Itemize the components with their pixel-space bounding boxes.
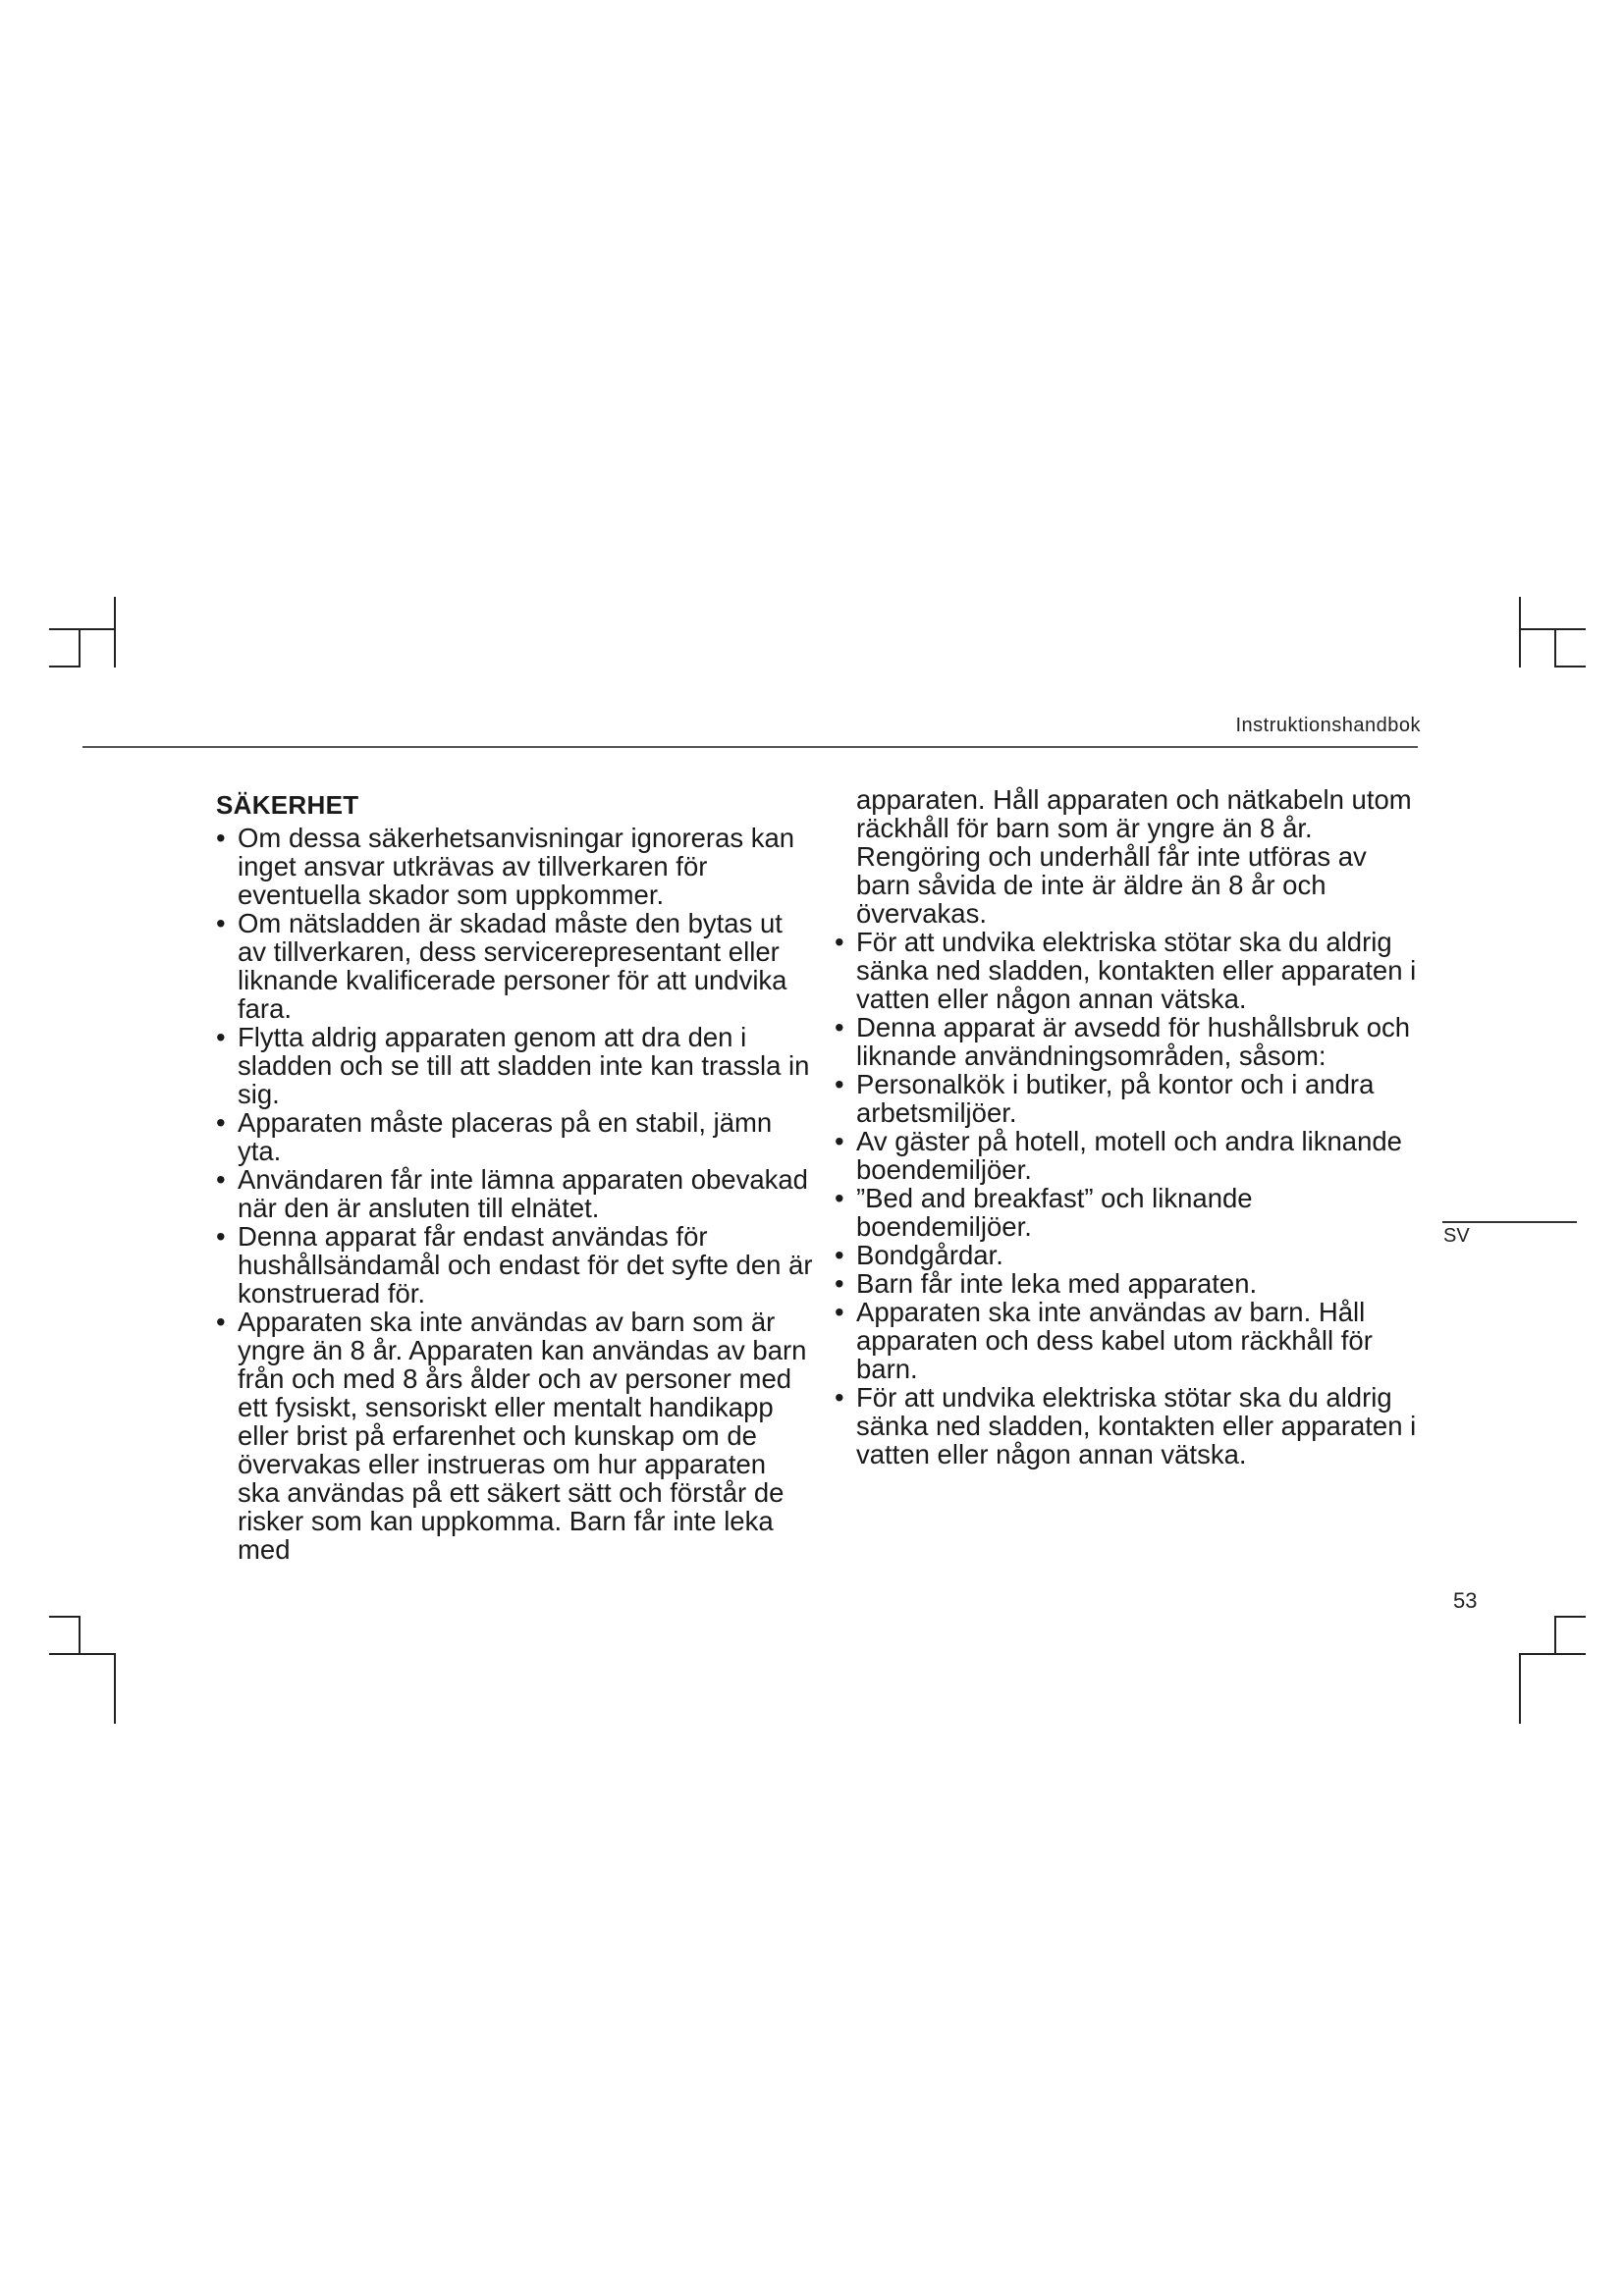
- left-column: [214, 785, 813, 1564]
- crop-mark: [1519, 1653, 1521, 1724]
- crop-mark: [79, 628, 81, 667]
- list-item: • Av gäster på hotell, motell och andra liknande boendemiljöer.: [833, 1127, 1422, 1184]
- list-item: • Personalkök i butiker, på kontor och i andra arbetsmiljöer.: [833, 1070, 1422, 1127]
- list-item: • Apparaten ska inte användas av barn som är yngre än 8 år. Apparaten kan användas av barn från och med 8 års ålder och av personer med ett fysiskt, sensoriskt eller mentalt handikapp eller brist på erfarenhet och kunskap om de övervakas eller instrueras om hur apparaten ska användas på ett säkert sätt och förstår de risker som kan uppkomma. Barn får inte leka med: [214, 1308, 813, 1564]
- crop-mark: [114, 1653, 116, 1724]
- list-item: • Denna apparat får endast användas för hushållsändamål och endast för det syfte den är konstruerad för.: [214, 1222, 813, 1308]
- list-item: • Om dessa säkerhetsanvisningar ignoreras kan inget ansvar utkrävas av tillverkaren för eventuella skador som uppkommer.: [214, 824, 813, 909]
- list-item: • För att undvika elektriska stötar ska du aldrig sänka ned sladden, kontakten eller apparaten i vatten eller någon annan vätska.: [833, 1383, 1422, 1468]
- list-item: • ”Bed and breakfast” och liknande boendemiljöer.: [833, 1184, 1422, 1241]
- list-item: • Om nätsladden är skadad måste den bytas ut av tillverkaren, dess servicerepresentant eller liknande kvalificerade personer för att undvika fara.: [214, 909, 813, 1023]
- crop-mark: [49, 1653, 116, 1655]
- crop-mark: [49, 666, 81, 667]
- list-item: • Apparaten ska inte användas av barn. Håll apparaten och dess kabel utom räckhåll för barn.: [833, 1298, 1422, 1383]
- right-column: [833, 785, 1422, 1468]
- list-item: • Flytta aldrig apparaten genom att dra den i sladden och se till att sladden inte kan trassla in sig.: [214, 1023, 813, 1108]
- running-header: Instruktionshandbok: [1235, 715, 1421, 736]
- crop-mark: [1554, 1616, 1556, 1655]
- list-item: • Användaren får inte lämna apparaten obevakad när den är ansluten till elnätet.: [214, 1165, 813, 1222]
- list-item: • Denna apparat är avsedd för hushållsbruk och liknande användningsområden, såsom:: [833, 1013, 1422, 1070]
- continued-text: apparaten. Håll apparaten och nätkabeln utom räckhåll för barn som är yngre än 8 år. Rengöring och underhåll får inte utföras av barn såvida de inte är äldre än 8 år och övervakas.: [856, 784, 1412, 929]
- language-tab-rule: [1442, 1221, 1577, 1223]
- crop-mark: [1554, 666, 1586, 667]
- list-item: • Bondgårdar.: [833, 1241, 1422, 1269]
- crop-mark: [114, 597, 116, 667]
- list-item: • Apparaten måste placeras på en stabil, jämn yta.: [214, 1108, 813, 1165]
- crop-mark: [1519, 628, 1586, 630]
- crop-mark: [1519, 597, 1521, 667]
- list-item: • Barn får inte leka med apparaten.: [833, 1269, 1422, 1298]
- page-number: 53: [1453, 1588, 1478, 1613]
- crop-mark: [1554, 1616, 1586, 1618]
- list-item: • För att undvika elektriska stötar ska du aldrig sänka ned sladden, kontakten eller apparaten i vatten eller någon annan vätska.: [833, 928, 1422, 1013]
- crop-mark: [49, 1616, 81, 1618]
- crop-mark: [1554, 628, 1556, 667]
- crop-mark: [1519, 1653, 1586, 1655]
- language-tag: SV: [1443, 1225, 1470, 1247]
- crop-mark: [49, 628, 116, 630]
- header-rule: [82, 746, 1418, 748]
- section-heading: SÄKERHET: [216, 790, 359, 820]
- crop-mark: [79, 1616, 81, 1655]
